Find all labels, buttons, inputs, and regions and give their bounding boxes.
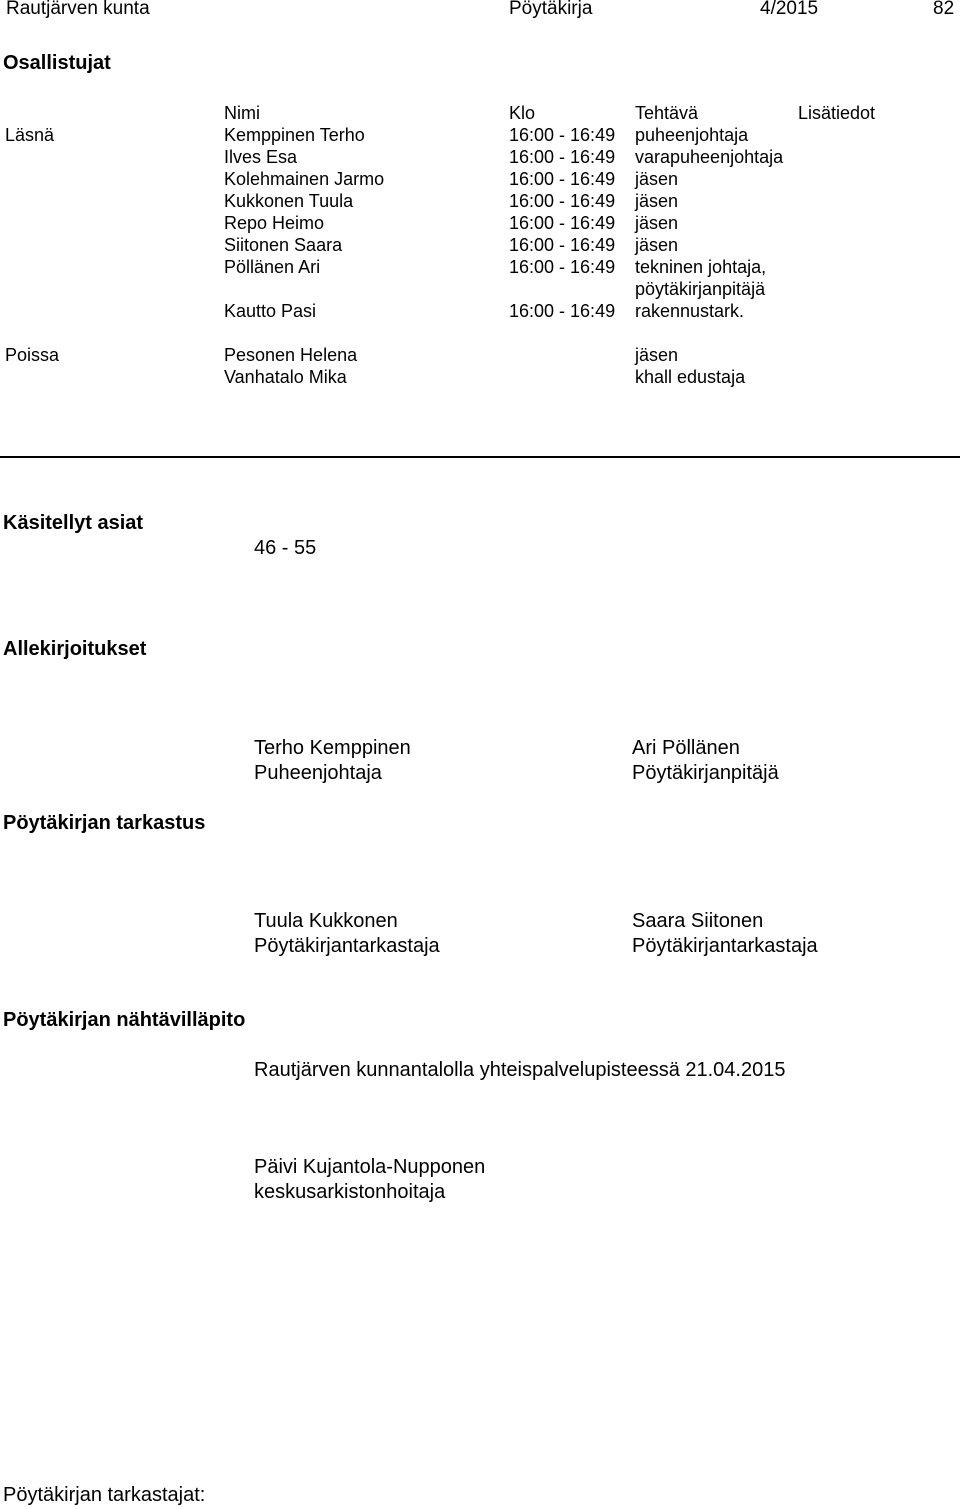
participant-role: rakennustark. [635,301,745,321]
participant-role: jäsen [635,235,679,255]
municipality-name: Rautjärven kunta [6,0,150,19]
absent-name: Pesonen Helena [224,345,358,365]
archivist-name: Päivi Kujantola-Nupponen [254,1156,486,1178]
participant-time: 16:00 - 16:49 [509,191,616,211]
participant-name: Kautto Pasi [224,301,317,321]
participant-role: varapuheenjohtaja [635,147,784,167]
participant-name: Kemppinen Terho [224,125,365,145]
signatures-title: Allekirjoitukset [3,638,147,660]
display-title: Pöytäkirjan nähtävilläpito [3,1009,246,1031]
participant-name: Repo Heimo [224,213,325,233]
participant-role-continued: pöytäkirjanpitäjä [635,279,766,299]
participant-name: Ilves Esa [224,147,298,167]
column-role-header: Tehtävä [635,103,699,123]
column-name-header: Nimi [224,103,260,123]
present-label: Läsnä [5,125,55,145]
participant-time: 16:00 - 16:49 [509,213,616,233]
document-type: Pöytäkirja [509,0,593,19]
participant-time: 16:00 - 16:49 [509,235,616,255]
participant-name: Kolehmainen Jarmo [224,169,385,189]
participant-time: 16:00 - 16:49 [509,169,616,189]
participant-time: 16:00 - 16:49 [509,125,616,145]
column-time-header: Klo [509,103,536,123]
participant-time: 16:00 - 16:49 [509,147,616,167]
archivist-role: keskusarkistonhoitaja [254,1181,446,1203]
participant-name: Kukkonen Tuula [224,191,354,211]
reviewer-left-role: Pöytäkirjantarkastaja [254,935,440,957]
secretary-role: Pöytäkirjanpitäjä [632,762,779,784]
reviewer-right-role: Pöytäkirjantarkastaja [632,935,818,957]
participant-role: jäsen [635,213,679,233]
participants-title: Osallistujat [3,52,111,74]
reviewers-footer-label: Pöytäkirjan tarkastajat: [3,1484,206,1506]
section-divider [0,456,960,458]
participant-time: 16:00 - 16:49 [509,301,616,321]
secretary-name: Ari Pöllänen [632,737,740,759]
absent-name: Vanhatalo Mika [224,367,347,387]
participant-name: Pöllänen Ari [224,257,321,277]
handled-range: 46 - 55 [254,537,317,559]
participant-role: jäsen [635,169,679,189]
reviewer-left-name: Tuula Kukkonen [254,910,398,932]
review-title: Pöytäkirjan tarkastus [3,812,206,834]
absent-role: khall edustaja [635,367,746,387]
participant-time: 16:00 - 16:49 [509,257,616,277]
absent-label: Poissa [5,345,60,365]
chair-name: Terho Kemppinen [254,737,411,759]
participant-role: jäsen [635,191,679,211]
issue-number: 4/2015 [760,0,819,19]
display-location: Rautjärven kunnantalolla yhteispalvelupisteessä 21.04.2015 [254,1059,786,1081]
absent-role: jäsen [635,345,679,365]
participant-name: Siitonen Saara [224,235,343,255]
handled-title: Käsitellyt asiat [3,512,144,534]
chair-role: Puheenjohtaja [254,762,382,784]
column-notes-header: Lisätiedot [798,103,876,123]
reviewer-right-name: Saara Siitonen [632,910,764,932]
participant-role: tekninen johtaja, [635,257,767,277]
participant-role: puheenjohtaja [635,125,749,145]
page-number: 82 [933,0,955,19]
